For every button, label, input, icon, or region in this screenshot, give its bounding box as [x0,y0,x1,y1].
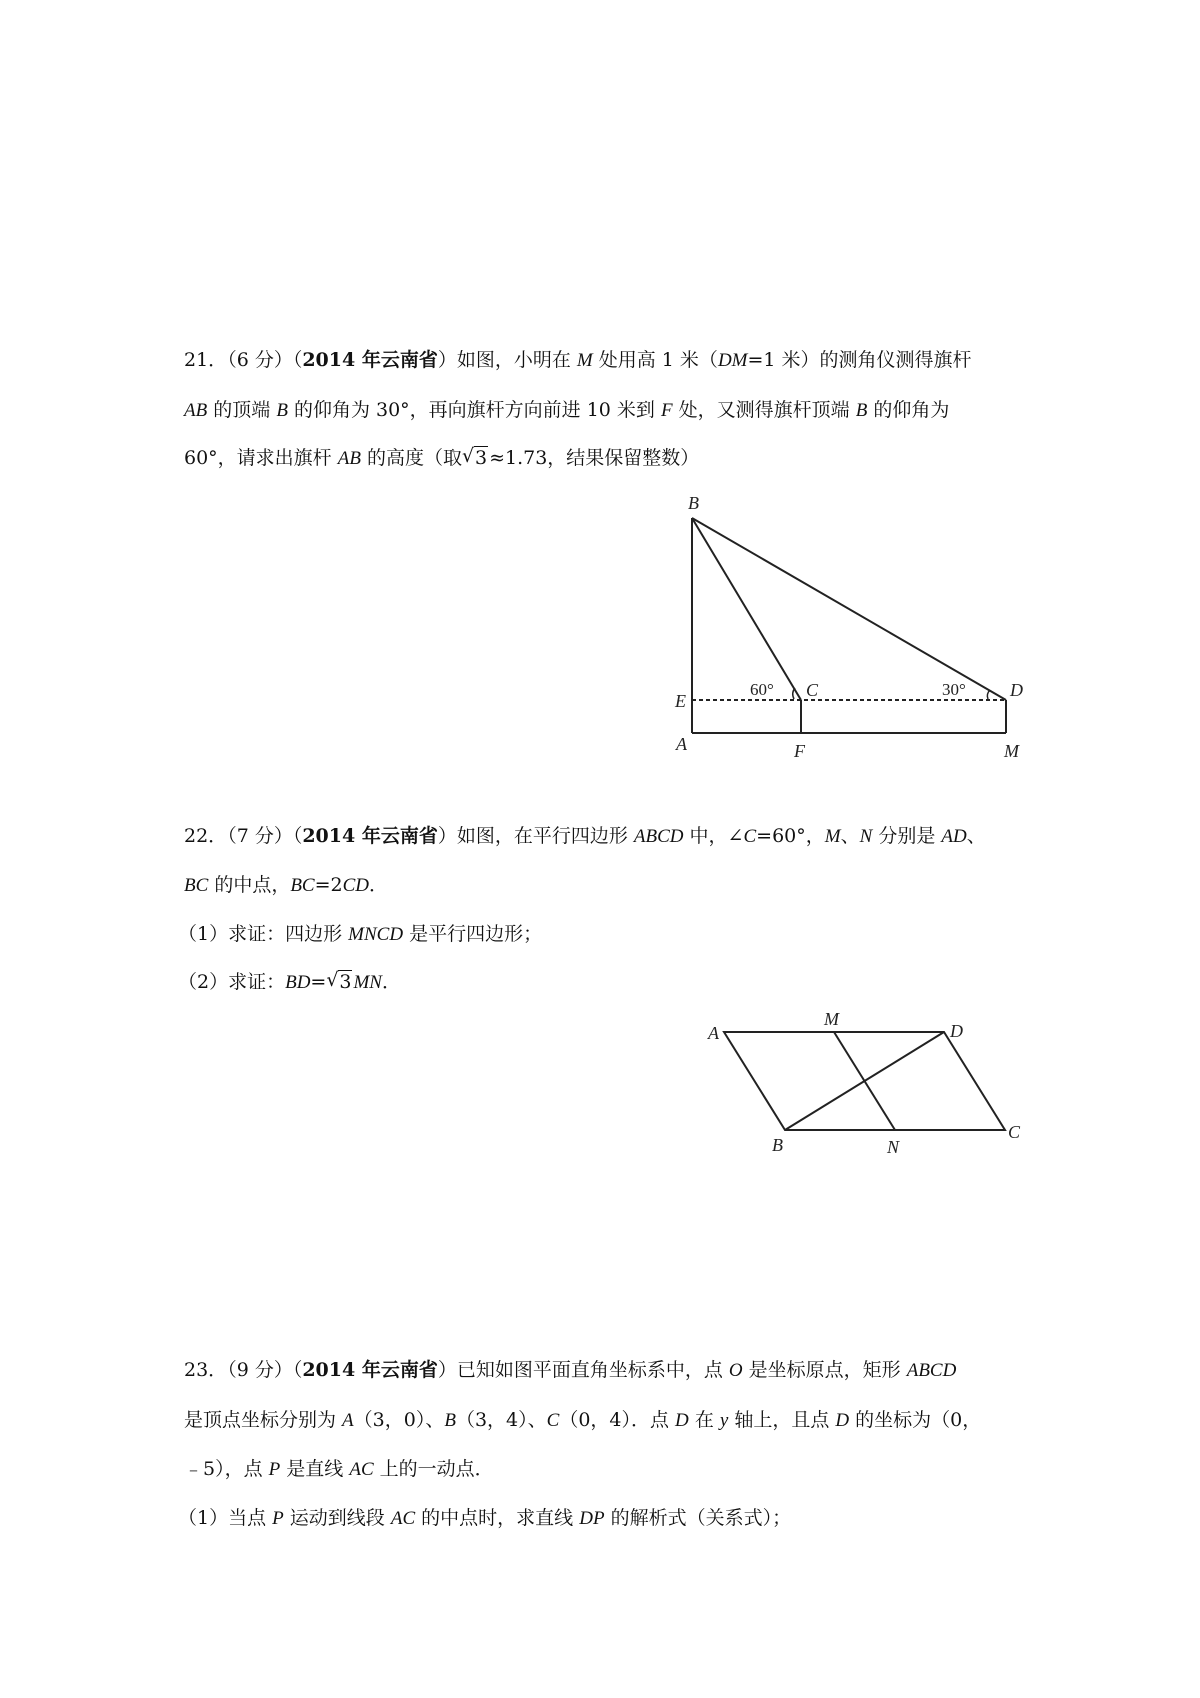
q23-source: 2014 年云南省 [302,1359,438,1381]
angle-30-label: 30° [942,680,966,699]
label-A: A [676,734,687,754]
label-D: D [1010,680,1023,700]
q23-line-2: 是顶点坐标分别为 A（3，0）、B（3，4）、C（0，4）．点 D 在 y 轴上，且点 D 的坐标为（0， [184,1409,982,1431]
q21-number: 21． [184,349,228,371]
label-C: C [1008,1122,1021,1142]
label-D: D [950,1021,963,1041]
angle-arc-D [987,690,990,699]
label-E: E [675,691,686,711]
q23-score: （9 分）（ [227,1359,303,1381]
q22-source: 2014 年云南省 [302,825,438,847]
angle-60-label: 60° [750,680,774,699]
sightline-BD [692,518,1006,700]
q21-score: （6 分）（ [227,349,303,371]
diagonal-BD [785,1032,944,1130]
q21-line-3: 60°，请求出旗杆 AB 的高度（取 √ 3 ≈1.73，结果保留整数） [184,445,700,469]
label-M: M [1004,741,1019,761]
label-B: B [772,1135,783,1155]
label-F: F [794,741,805,761]
sqrt-symbol: √ 3 [461,445,488,469]
q21-line-2: AB 的顶端 B 的仰角为 30°，再向旗杆方向前进 10 米到 F 处，又测得旗杆顶端 B 的仰角为 [184,399,950,421]
q22-part-1: （1）求证：四边形 MNCD 是平行四边形； [178,923,543,945]
label-C: C [806,680,819,700]
q22-line-1: 22．（7 分）（2014 年云南省）如图，在平行四边形 ABCD 中，∠C=60°，M、N 分别是 AD、 [184,825,986,847]
q22-line-2: BC 的中点，BC=2CD． [184,874,389,896]
q21-source: 2014 年云南省 [302,349,438,371]
label-A: A [708,1023,719,1043]
q22-figure [700,1005,1040,1160]
q22-score: （7 分）（ [227,825,303,847]
sightline-BC [692,518,801,700]
q23-line-3: ﹣5），点 P 是直线 AC 上的一动点． [184,1458,494,1480]
q23-number: 23． [184,1359,228,1381]
label-B: B [688,493,699,513]
q21-line-1: 21．（6 分）（2014 年云南省）如图，小明在 M 处用高 1 米（DM=1 米）的测角仪测得旗杆 [184,349,972,371]
label-N: N [887,1137,900,1157]
q21-figure [670,485,1030,761]
angle-arc-C [793,688,795,699]
q22-part-2: （2）求证：BD= √ 3 MN． [178,969,401,993]
label-M: M [824,1009,839,1029]
q22-number: 22． [184,825,228,847]
sqrt-symbol: √ 3 [326,969,352,993]
q23-line-1: 23．（9 分）（2014 年云南省）已知如图平面直角坐标系中，点 O 是坐标原点，矩形 ABCD [184,1359,957,1381]
q23-part-1: （1）当点 P 运动到线段 AC 的中点时，求直线 DP 的解析式（关系式）； [178,1507,792,1529]
